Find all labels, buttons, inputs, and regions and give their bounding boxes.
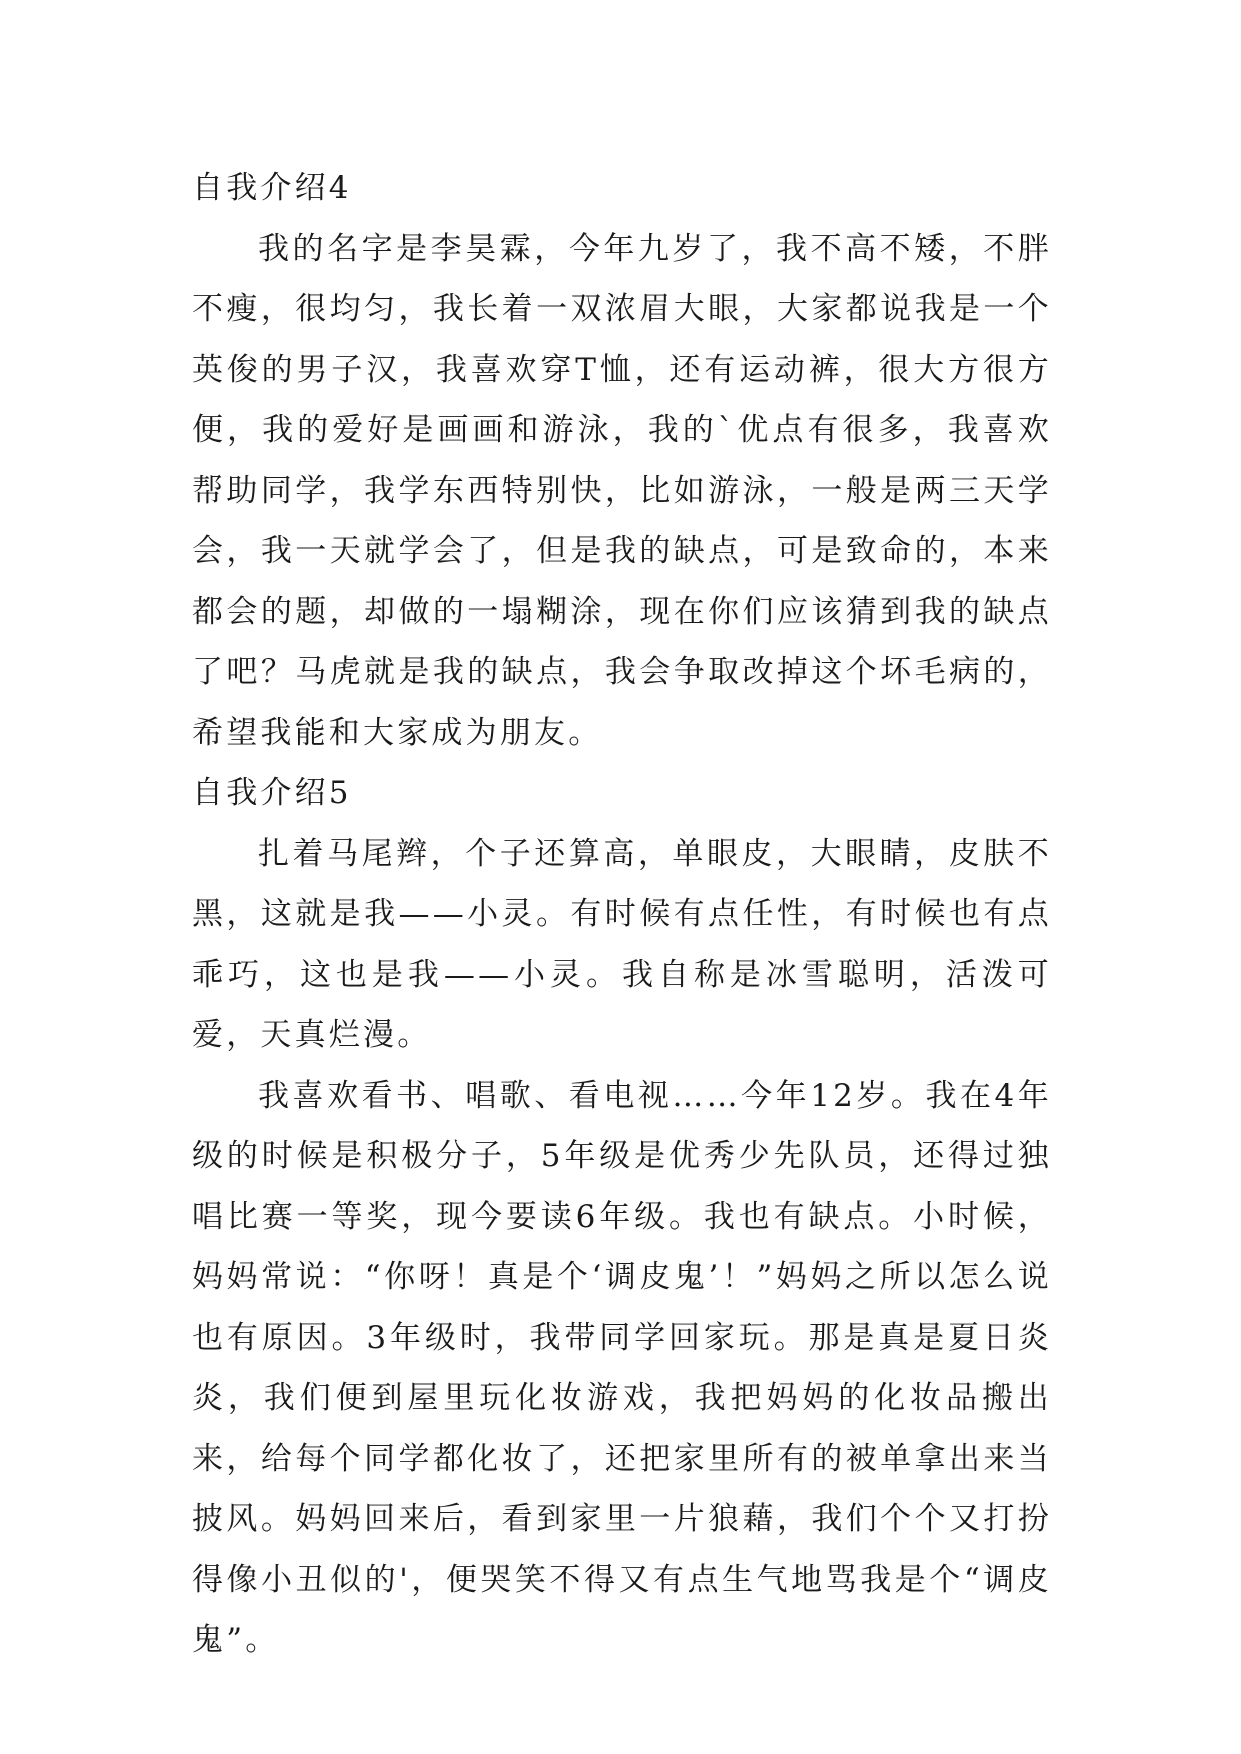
section-heading: 自我介绍4 [192,170,352,206]
section-paragraph: 我的名字是李昊霖，今年九岁了，我不高不矮，不胖不瘦，很均匀，我长着一双浓眉大眼，大家都说我是一个英俊的男子汉，我喜欢穿T恤，还有运动裤，很大方很方便，我的爱好是画画和游泳，我的`优点有很多，我喜欢帮助同学，我学东西特别快，比如游泳，一般是两三天学会，我一天就学会了，但是我的缺点，可是致命的，本来都会的题，却做的一塌糊涂，现在你们应该猜到我的缺点了吧？马虎就是我的缺点，我会争取改掉这个坏毛病的，希望我能和大家成为朋友。 [192,230,1052,751]
section-paragraph: 我喜欢看书、唱歌、看电视……今年12岁。我在4年级的时候是积极分子，5年级是优秀少先队员，还得过独唱比赛一等奖，现今要读6年级。我也有缺点。小时候，妈妈常说：“你呀！真是个‘调皮鬼’！”妈妈之所以怎么说也有原因。3年级时，我带同学回家玩。那是真是夏日炎炎，我们便到屋里玩化妆游戏，我把妈妈的化妆品搬出来，给每个同学都化妆了，还把家里所有的被单拿出来当披风。妈妈回来后，看到家里一片狼藉，我们个个又打扮得像小丑似的'，便哭笑不得又有点生气地骂我是个“调皮鬼”。 [192,1077,1052,1658]
section-paragraph: 扎着马尾辫，个子还算高，单眼皮，大眼睛，皮肤不黑，这就是我——小灵。有时候有点任性，有时候也有点乖巧，这也是我——小灵。我自称是冰雪聪明，活泼可爱，天真烂漫。 [192,835,1052,1053]
section-heading: 自我介绍5 [192,775,352,811]
document-body [192,158,1052,1671]
